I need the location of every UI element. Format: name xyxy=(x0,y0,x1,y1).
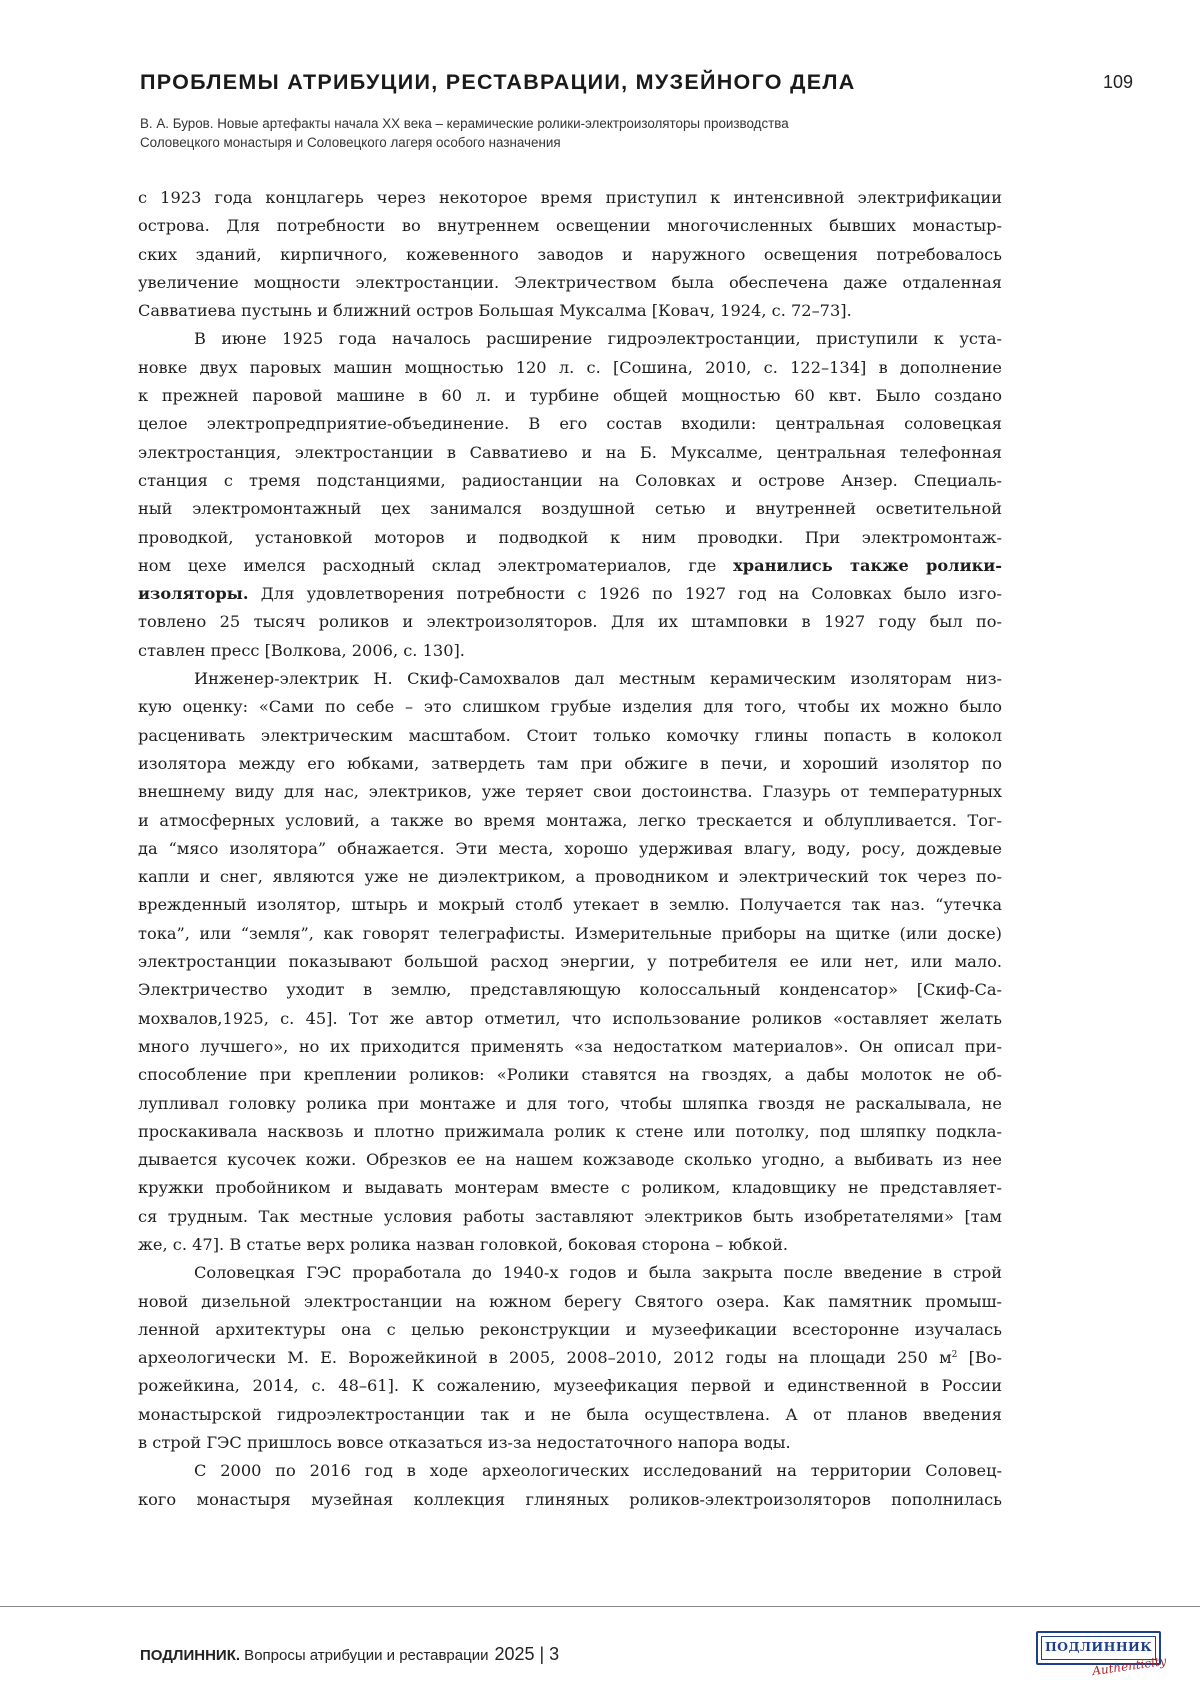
text-line: монастырской гидроэлектростанции так и не была осуществлена. А от планов введения xyxy=(138,1404,1002,1424)
text-line: мохвалов,1925, с. 45]. Тот же автор отметил, что использование роликов «оставляет желать xyxy=(138,1008,1002,1028)
text-line: капли и снег, являются уже не диэлектриком, а проводником и электрический ток через по- xyxy=(138,867,1002,887)
article-running-head-line: Соловецкого монастыря и Соловецкого лагеря особого назначения xyxy=(140,135,561,150)
superscript: 2 xyxy=(951,1350,958,1361)
text-line: много лучшего», но их приходится применять «за недостатком материалов». Он описал при- xyxy=(138,1036,1002,1056)
text-line: Савватиева пустынь и ближний остров Большая Муксалма [Ковач, 1924, с. 72–73]. xyxy=(138,301,852,321)
text-line: в строй ГЭС пришлось вовсе отказаться из-за недостаточного напора воды. xyxy=(138,1433,791,1453)
text-line: Соловецкая ГЭС проработала до 1940-х годов и была закрыта после введение в строй xyxy=(194,1263,1002,1283)
journal-footer xyxy=(140,1644,559,1665)
text-line: проскакивала насквозь и плотно прижимала ролик к стене или потолку, под шляпку подкла- xyxy=(138,1121,1002,1141)
journal-subtitle: Вопросы атрибуции и реставрации xyxy=(240,1647,489,1664)
text-line: электростанции показывают большой расход энергии, у потребителя ее или нет, или мало. xyxy=(138,952,1002,972)
text-line: тока”, или “земля”, как говорят телеграфисты. Измерительные приборы на щитке (или доске) xyxy=(138,923,1002,943)
text-line: дывается кусочек кожи. Обрезков ее на нашем кожзаводе сколько угодно, а выбивать из нее xyxy=(138,1150,1002,1170)
text-line: ских зданий, кирпичного, кожевенного заводов и наружного освещения потребовалось xyxy=(138,244,1002,264)
text-line: кую оценку: «Сами по себе – это слишком грубые изделия для того, чтобы их можно было xyxy=(138,697,1002,717)
text-line: острова. Для потребности во внутреннем освещении многочисленных бывших монастыр- xyxy=(138,216,1002,236)
text-line: кого монастыря музейная коллекция глиняных роликов-электроизоляторов пополнилась xyxy=(138,1489,1002,1509)
text-line: ставлен пресс [Волкова, 2006, с. 130]. xyxy=(138,640,465,660)
text-line: Инженер-электрик Н. Скиф-Самохвалов дал местным керамическим изоляторам низ- xyxy=(194,669,1002,689)
article-running-head-line: В. А. Буров. Новые артефакты начала XX века – керамические ролики-электроизоляторы производства xyxy=(140,116,789,131)
article-running-head xyxy=(140,114,1040,152)
text-line xyxy=(138,552,1002,580)
text-run: археологически М. Е. Ворожейкиной в 2005, 2008–2010, 2012 годы на площади 250 м xyxy=(138,1348,952,1368)
text-line: ленной архитектуры она с целью реконструкции и музеефикации всесторонне изучалась xyxy=(138,1319,1002,1339)
logo-script: Authenticity xyxy=(1091,1653,1168,1679)
text-line: кружки пробойником и выдавать монтерам вместе с роликом, кладовщику не представляет- xyxy=(138,1178,1002,1198)
text-line: внешнему виду для нас, электриков, уже теряет свои достоинства. Глазурь от температурных xyxy=(138,782,1002,802)
text-line: С 2000 по 2016 год в ходе археологических исследований на территории Соловец- xyxy=(194,1461,1002,1481)
text-line: В июне 1925 года началось расширение гидроэлектростанции, приступили к уста- xyxy=(194,329,1002,349)
text-line: рожейкина, 2014, с. 48–61]. К сожалению, музеефикация первой и единственной в России xyxy=(138,1376,1002,1396)
text-line: и атмосферных условий, а также во время монтажа, легко трескается и облупливается. Тог- xyxy=(138,810,1002,830)
text-line: врежденный изолятор, штырь и мокрый столб утекает в землю. Получается так наз. “утечка xyxy=(138,895,1002,915)
bold-emphasis: хранились также ролики- xyxy=(733,555,1002,575)
text-line: ся трудным. Так местные условия работы заставляют электриков быть изобретателями» [там xyxy=(138,1206,1002,1226)
text-line xyxy=(138,580,1002,608)
bold-emphasis: изоляторы. xyxy=(138,584,249,604)
text-line: же, с. 47]. В статье верх ролика назван головкой, боковая сторона – юбкой. xyxy=(138,1234,789,1254)
text-line: ный электромонтажный цех занимался воздушной сетью и внутренней осветительной xyxy=(138,499,1002,519)
text-line: расценивать электрическим масштабом. Стоит только комочку глины попасть в колокол xyxy=(138,725,1002,745)
text-line: новой дизельной электростанции на южном берегу Святого озера. Как памятник промыш- xyxy=(138,1291,1002,1311)
text-line: новке двух паровых машин мощностью 120 л. с. [Сошина, 2010, с. 122–134] в дополнение xyxy=(138,357,1002,377)
text-line: с 1923 года концлагерь через некоторое время приступил к интенсивной электрификации xyxy=(138,188,1002,207)
article-body xyxy=(138,184,1002,1514)
text-line: к прежней паровой машине в 60 л. и турбине общей мощностью 60 квт. Было создано xyxy=(138,386,1002,406)
text-run: ном цехе имелся расходный склад электроматериалов, где xyxy=(138,555,734,575)
text-line: способление при креплении роликов: «Ролики ставятся на гвоздях, а дабы молоток не об- xyxy=(138,1065,1002,1085)
footer-divider xyxy=(0,1606,1200,1607)
text-line: электростанция, электростанции в Савватиево и на Б. Муксалме, центральная телефонная xyxy=(138,442,1002,462)
text-line: станция с тремя подстанциями, радиостанции на Соловках и острове Анзер. Специаль- xyxy=(138,470,1002,490)
text-run: Для удовлетворения потребности с 1926 по 1927 год на Соловках было изго- xyxy=(248,584,1002,604)
text-line: целое электропредприятие-объединение. В его состав входили: центральная соловецкая xyxy=(138,414,1002,434)
section-title: ПРОБЛЕМЫ АТРИБУЦИИ, РЕСТАВРАЦИИ, МУЗЕЙНОГО ДЕЛА xyxy=(140,70,856,94)
issue-number: 2025 | 3 xyxy=(494,1644,560,1664)
text-line xyxy=(138,1344,1002,1372)
text-run: [Во- xyxy=(957,1348,1002,1368)
text-line: проводкой, установкой моторов и подводкой к ним проводки. При электромонтаж- xyxy=(138,527,1002,547)
text-line: товлено 25 тысяч роликов и электроизоляторов. Для их штамповки в 1927 году был по- xyxy=(138,612,1002,632)
logo-wordmark: ПОДЛИННИК xyxy=(1044,1639,1153,1654)
text-line: лупливал головку ролика при монтаже и для того, чтобы шляпка гвоздя не раскалывала, не xyxy=(138,1093,1002,1113)
page-number: 109 xyxy=(1102,72,1133,92)
journal-logo xyxy=(1036,1631,1168,1679)
text-line: изолятора между его юбками, затвердеть там при обжиге в печи, и хороший изолятор по xyxy=(138,753,1002,773)
text-line: Электричество уходит в землю, представляющую колоссальный конденсатор» [Скиф-Са- xyxy=(138,980,1002,1000)
journal-name: ПОДЛИННИК. xyxy=(140,1647,241,1664)
text-line: да “мясо изолятора” обнажается. Эти места, хорошо удерживая влагу, воду, росу, дождевые xyxy=(138,838,1002,858)
text-line: увеличение мощности электростанции. Электричеством была обеспечена даже отдаленная xyxy=(138,272,1002,292)
